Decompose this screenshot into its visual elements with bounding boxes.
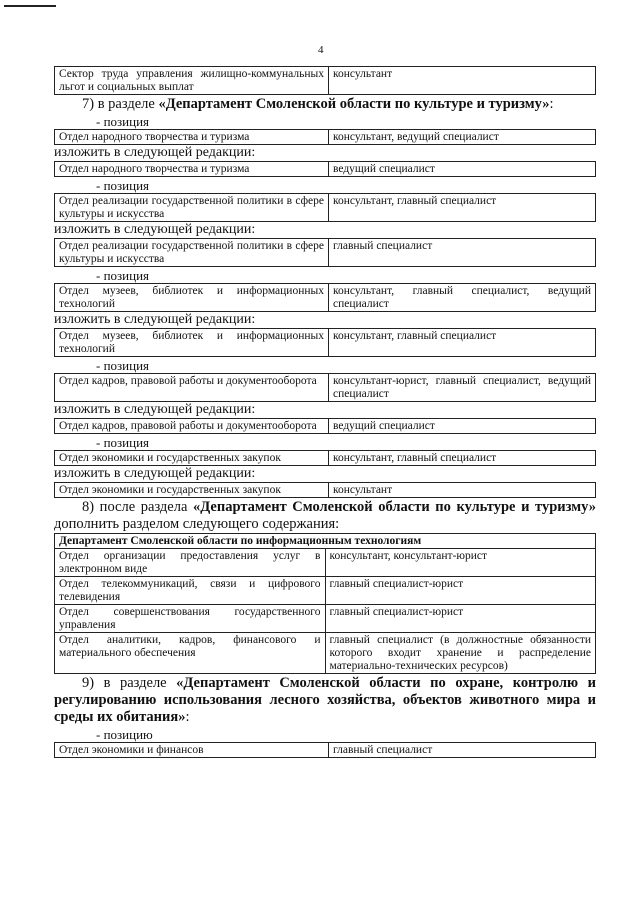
table-row-before	[54, 129, 596, 145]
position-label: - позиция	[96, 268, 150, 283]
table-row	[55, 329, 596, 357]
restate-text: изложить в следующей редакции:	[54, 145, 256, 160]
table-row	[55, 239, 596, 267]
unit-cell: Отдел экономики и государственных закупок	[55, 451, 329, 466]
position-cell: консультант	[329, 483, 596, 498]
table-row	[55, 419, 596, 434]
table-forest-department	[54, 742, 596, 758]
position-cell: ведущий специалист	[329, 419, 596, 434]
document-body	[54, 66, 596, 758]
position-cell: главный специалист	[329, 743, 596, 758]
position-cell: консультант-юрист, главный специалист, ведущий специалист	[329, 374, 596, 402]
position-cell: консультант, главный специалист, ведущий специалист	[329, 284, 596, 312]
table-row	[55, 374, 596, 402]
table-social-sector	[54, 66, 596, 95]
unit-cell: Отдел совершенствования государственного управления	[55, 605, 326, 633]
table-row	[55, 130, 596, 145]
position-cell: консультант, главный специалист	[329, 451, 596, 466]
section-7-heading: 7) в разделе «Департамент Смоленской области по культуре и туризму»:	[82, 96, 554, 112]
restate-text: изложить в следующей редакции:	[54, 466, 256, 481]
table-row	[55, 162, 596, 177]
position-cell: главный специалист-юрист	[325, 605, 596, 633]
position-label: - позиция	[96, 114, 150, 129]
unit-cell: Отдел экономики и финансов	[55, 743, 329, 758]
unit-cell: Отдел аналитики, кадров, финансового и материального обеспечения	[55, 633, 326, 674]
table-row-after	[54, 418, 596, 434]
position-cell: главный специалист-юрист	[325, 577, 596, 605]
table-it-department	[54, 533, 596, 674]
restate-text: изложить в следующей редакции:	[54, 312, 256, 327]
position-label: - позиция	[96, 358, 150, 373]
table-row-before	[54, 283, 596, 312]
table-row-before	[54, 450, 596, 466]
table-row-after	[54, 482, 596, 498]
unit-cell: Отдел музеев, библиотек и информационных технологий	[55, 329, 329, 357]
position-cell: консультант, главный специалист	[329, 194, 596, 222]
unit-cell: Отдел музеев, библиотек и информационных технологий	[55, 284, 329, 312]
table-row-after	[54, 238, 596, 267]
restate-text: изложить в следующей редакции:	[54, 402, 256, 417]
unit-cell: Отдел реализации государственной политики в сфере культуры и искусства	[55, 194, 329, 222]
unit-cell: Отдел организации предоставления услуг в электронном виде	[55, 549, 326, 577]
unit-cell: Отдел народного творчества и туризма	[55, 130, 329, 145]
department-title: Департамент Смоленской области по информационным технологиям	[55, 534, 596, 549]
position-cell: консультант, консультант-юрист	[325, 549, 596, 577]
unit-cell: Сектор труда управления жилищно-коммунальных льгот и социальных выплат	[55, 67, 329, 95]
table-row	[55, 194, 596, 222]
position-cell: консультант, ведущий специалист	[329, 130, 596, 145]
section-8-heading: 8) после раздела «Департамент Смоленской области по культуре и туризму» дополнить разделом следующего содержания:	[54, 499, 597, 532]
position-cell: консультант	[329, 67, 596, 95]
position-cell: ведущий специалист	[329, 162, 596, 177]
position-cell: главный специалист (в должностные обязанности которого входит хранение и распределение материально-технических ресурсов)	[325, 633, 596, 674]
table-row	[55, 633, 596, 674]
table-row	[55, 743, 596, 758]
table-row	[55, 549, 596, 577]
table-row	[55, 483, 596, 498]
restate-text: изложить в следующей редакции:	[54, 222, 256, 237]
unit-cell: Отдел реализации государственной политики в сфере культуры и искусства	[55, 239, 329, 267]
position-cell: главный специалист	[329, 239, 596, 267]
position-label: - позицию	[96, 727, 153, 742]
table-row	[55, 605, 596, 633]
position-cell: консультант, главный специалист	[329, 329, 596, 357]
unit-cell: Отдел кадров, правовой работы и документооборота	[55, 374, 329, 402]
table-row-after	[54, 328, 596, 357]
table-row	[55, 451, 596, 466]
unit-cell: Отдел экономики и государственных закупок	[55, 483, 329, 498]
unit-cell: Отдел кадров, правовой работы и документооборота	[55, 419, 329, 434]
section-9-heading: 9) в разделе «Департамент Смоленской области по охране, контролю и регулированию использования лесного хозяйства, объектов животного мира и среды их обитания»:	[54, 675, 597, 725]
table-header-row	[55, 534, 596, 549]
table-row-after	[54, 161, 596, 177]
top-rule	[4, 5, 56, 7]
position-label: - позиция	[96, 435, 150, 450]
page-number: 4	[318, 44, 324, 56]
table-row	[55, 577, 596, 605]
unit-cell: Отдел телекоммуникаций, связи и цифрового телевидения	[55, 577, 326, 605]
position-label: - позиция	[96, 178, 150, 193]
table-row-before	[54, 373, 596, 402]
table-row-before	[54, 193, 596, 222]
unit-cell: Отдел народного творчества и туризма	[55, 162, 329, 177]
table-row	[55, 284, 596, 312]
table-row	[55, 67, 596, 95]
